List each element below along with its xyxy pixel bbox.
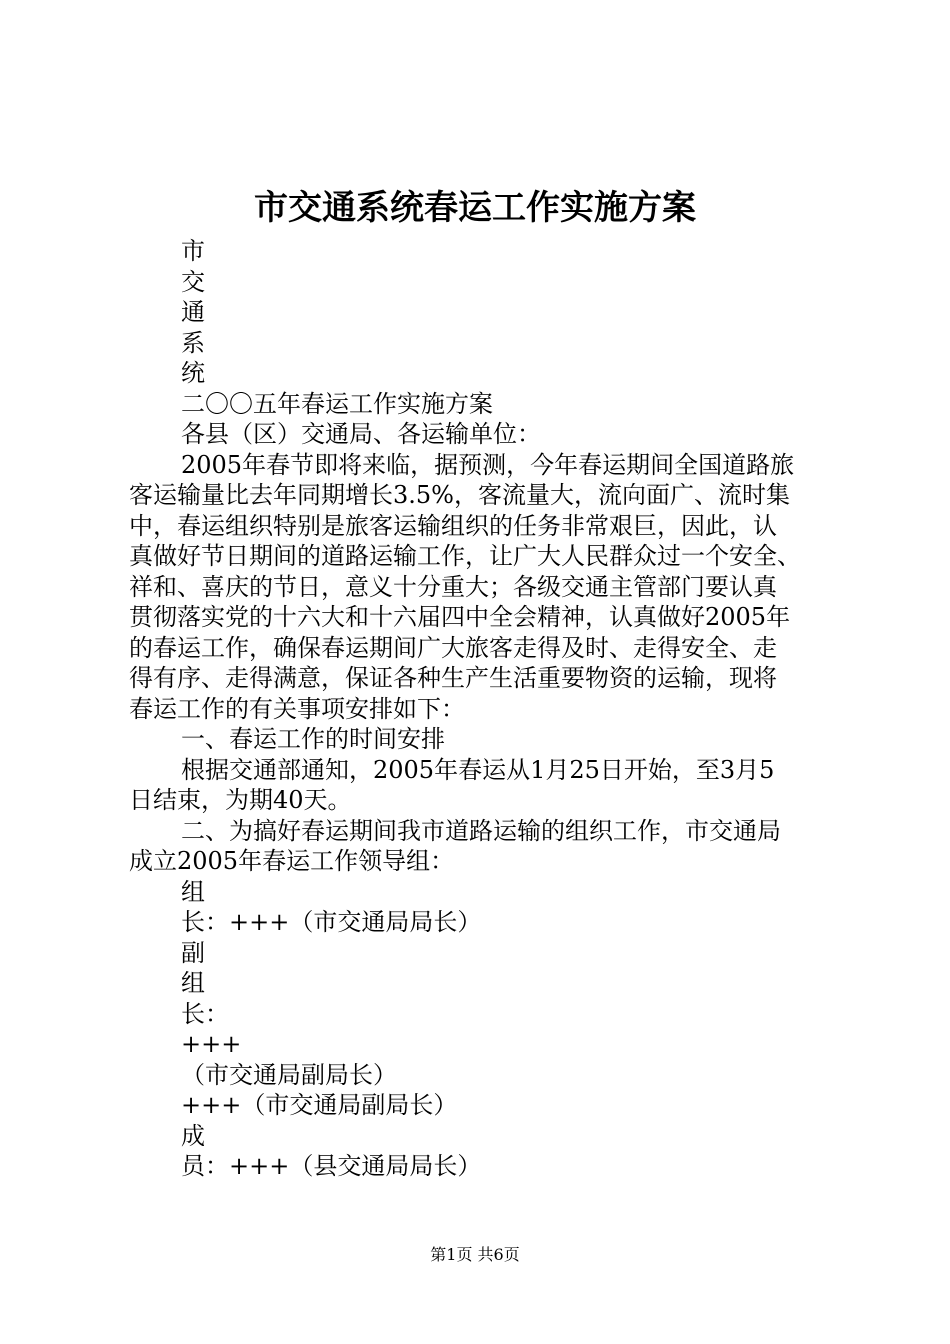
text-line: 二〇〇五年春运工作实施方案 [181, 389, 493, 418]
text-line: 客运输量比去年同期增长3.5%，客流量大，流向面广、流时集 [129, 481, 790, 509]
text-line: 春运工作的有关事项安排如下： [129, 694, 465, 723]
text-line: 一、春运工作的时间安排 [181, 725, 445, 753]
text-line: （市交通局副局长） [181, 1060, 397, 1089]
text-line: +++（市交通局副局长） [181, 1091, 458, 1119]
text-line: 成立2005年春运工作领导组： [129, 847, 455, 875]
text-line: 中，春运组织特别是旅客运输组织的任务非常艰巨，因此，认 [129, 511, 777, 540]
text-line: 组 [181, 877, 205, 906]
text-line: 长： [181, 999, 229, 1028]
document-body [129, 236, 831, 1182]
page-footer: 第1页 共6页 [430, 1245, 520, 1264]
text-line: 市 [181, 237, 205, 265]
text-line: 系 [181, 328, 205, 357]
page-title: 市交通系统春运工作实施方案 [254, 188, 696, 228]
text-line: 长：+++（市交通局局长） [181, 908, 482, 936]
text-line: 成 [181, 1121, 205, 1150]
text-line: 根据交通部通知，2005年春运从1月25日开始，至3月5 [181, 755, 775, 784]
text-line: 交 [181, 267, 205, 296]
text-line: 统 [181, 359, 205, 387]
text-line: 二、为搞好春运期间我市道路运输的组织工作，市交通局 [181, 816, 781, 845]
text-line: 副 [181, 938, 205, 967]
text-line: 员：+++（县交通局局长） [181, 1152, 482, 1180]
text-line: 得有序、走得满意，保证各种生产生活重要物资的运输，现将 [129, 664, 777, 692]
text-line: 的春运工作，确保春运期间广大旅客走得及时、走得安全、走 [129, 633, 777, 662]
text-line: 组 [181, 969, 205, 997]
text-line: 日结束，为期40天。 [129, 786, 352, 814]
text-line: 通 [181, 298, 205, 326]
text-line: 祥和、喜庆的节日，意义十分重大；各级交通主管部门要认真 [129, 572, 777, 601]
text-line: 2005年春节即将来临，据预测，今年春运期间全国道路旅 [181, 450, 795, 479]
text-line: 各县（区）交通局、各运输单位： [181, 420, 541, 448]
text-line: 贯彻落实党的十六大和十六届四中全会精神，认真做好2005年 [129, 603, 791, 631]
text-line: 真做好节日期间的道路运输工作，让广大人民群众过一个安全、 [129, 542, 801, 570]
text-line: +++ [181, 1030, 242, 1058]
